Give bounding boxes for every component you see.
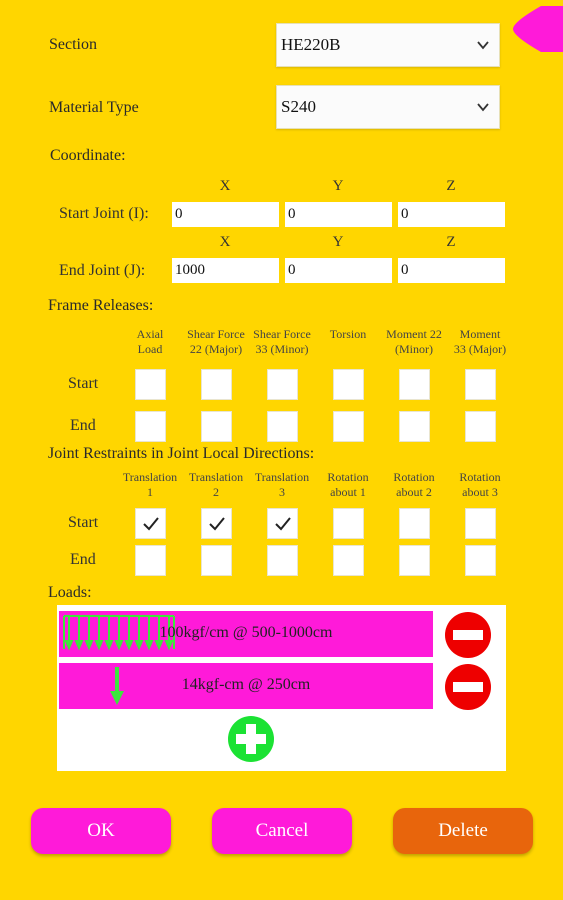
releases-end-checkbox[interactable] [465, 411, 496, 442]
restraints-start-checkbox[interactable] [267, 508, 298, 539]
section-value: HE220B [281, 35, 341, 54]
releases-column-header: Shear Force 33 (Minor) [253, 327, 311, 356]
restraints-start-checkbox[interactable] [333, 508, 364, 539]
releases-start-checkbox[interactable] [267, 369, 298, 400]
restraints-column-header: Translation 3 [254, 470, 310, 499]
cancel-button[interactable]: Cancel [212, 808, 352, 854]
loads-title: Loads: [48, 584, 92, 601]
restraints-column-header: Translation 1 [122, 470, 178, 499]
releases-start-checkbox[interactable] [465, 369, 496, 400]
restraints-column-header: Translation 2 [188, 470, 244, 499]
end-z-input[interactable]: 0 [398, 258, 505, 283]
frame-releases-title: Frame Releases: [48, 297, 154, 314]
releases-end-checkbox[interactable] [135, 411, 166, 442]
releases-column-header: Moment 22 (Minor) [386, 327, 442, 356]
axis-x-label: X [219, 178, 231, 194]
releases-end-checkbox[interactable] [201, 411, 232, 442]
material-type-value: S240 [281, 97, 316, 116]
releases-column-header: Shear Force 22 (Major) [187, 327, 245, 356]
chevron-down-icon [475, 99, 491, 115]
axis-x-label: X [219, 234, 231, 250]
releases-column-header: Torsion [329, 327, 367, 341]
restraints-end-checkbox[interactable] [135, 545, 166, 576]
start-z-input[interactable]: 0 [398, 202, 505, 227]
axis-y-label: Y [332, 234, 344, 250]
end-joint-label: End Joint (J): [59, 262, 146, 279]
load-item-text: 14kgf-cm @ 250cm [181, 676, 311, 693]
start-y-input[interactable]: 0 [285, 202, 392, 227]
restraints-end-checkbox[interactable] [267, 545, 298, 576]
load-item-point[interactable] [59, 663, 433, 709]
releases-start-label: Start [68, 375, 99, 392]
releases-end-checkbox[interactable] [267, 411, 298, 442]
restraints-column-header: Rotation about 2 [393, 470, 435, 499]
releases-start-checkbox[interactable] [135, 369, 166, 400]
releases-column-header: Axial Load [136, 327, 164, 356]
restraints-end-checkbox[interactable] [201, 545, 232, 576]
axis-y-label: Y [332, 178, 344, 194]
releases-column-header: Moment 33 (Major) [453, 327, 507, 356]
checkmark-icon [207, 514, 227, 534]
load-item-text: 100kgf/cm @ 500-1000cm [159, 624, 333, 641]
coordinate-title: Coordinate: [50, 147, 126, 164]
add-load-icon[interactable] [227, 715, 275, 763]
restraints-column-header: Rotation about 3 [459, 470, 501, 499]
material-type-select[interactable] [276, 85, 500, 129]
releases-end-checkbox[interactable] [333, 411, 364, 442]
releases-end-checkbox[interactable] [399, 411, 430, 442]
releases-start-checkbox[interactable] [399, 369, 430, 400]
end-y-input[interactable]: 0 [285, 258, 392, 283]
checkmark-icon [273, 514, 293, 534]
axis-z-label: Z [446, 178, 456, 194]
releases-start-checkbox[interactable] [333, 369, 364, 400]
ok-button[interactable]: OK [31, 808, 171, 854]
delete-button[interactable]: Delete [393, 808, 533, 854]
releases-start-checkbox[interactable] [201, 369, 232, 400]
restraints-start-checkbox[interactable] [201, 508, 232, 539]
back-tab-icon[interactable] [513, 6, 563, 52]
restraints-start-checkbox[interactable] [399, 508, 430, 539]
section-label: Section [49, 36, 97, 53]
checkmark-icon [141, 514, 161, 534]
restraints-column-header: Rotation about 1 [327, 470, 369, 499]
load-item-distributed[interactable] [59, 611, 433, 657]
chevron-down-icon [475, 37, 491, 53]
restraints-end-checkbox[interactable] [333, 545, 364, 576]
end-x-input[interactable]: 1000 [172, 258, 279, 283]
restraints-start-checkbox[interactable] [135, 508, 166, 539]
restraints-end-checkbox[interactable] [399, 545, 430, 576]
releases-end-label: End [70, 417, 96, 434]
joint-restraints-title: Joint Restraints in Joint Local Directions: [48, 445, 315, 462]
remove-load-icon[interactable] [444, 611, 492, 659]
restraints-end-label: End [70, 551, 96, 568]
restraints-start-checkbox[interactable] [465, 508, 496, 539]
start-x-input[interactable]: 0 [172, 202, 279, 227]
start-joint-label: Start Joint (I): [59, 205, 149, 222]
axis-z-label: Z [446, 234, 456, 250]
restraints-end-checkbox[interactable] [465, 545, 496, 576]
restraints-start-label: Start [68, 514, 99, 531]
material-type-label: Material Type [49, 99, 139, 116]
section-select[interactable] [276, 23, 500, 67]
remove-load-icon[interactable] [444, 663, 492, 711]
